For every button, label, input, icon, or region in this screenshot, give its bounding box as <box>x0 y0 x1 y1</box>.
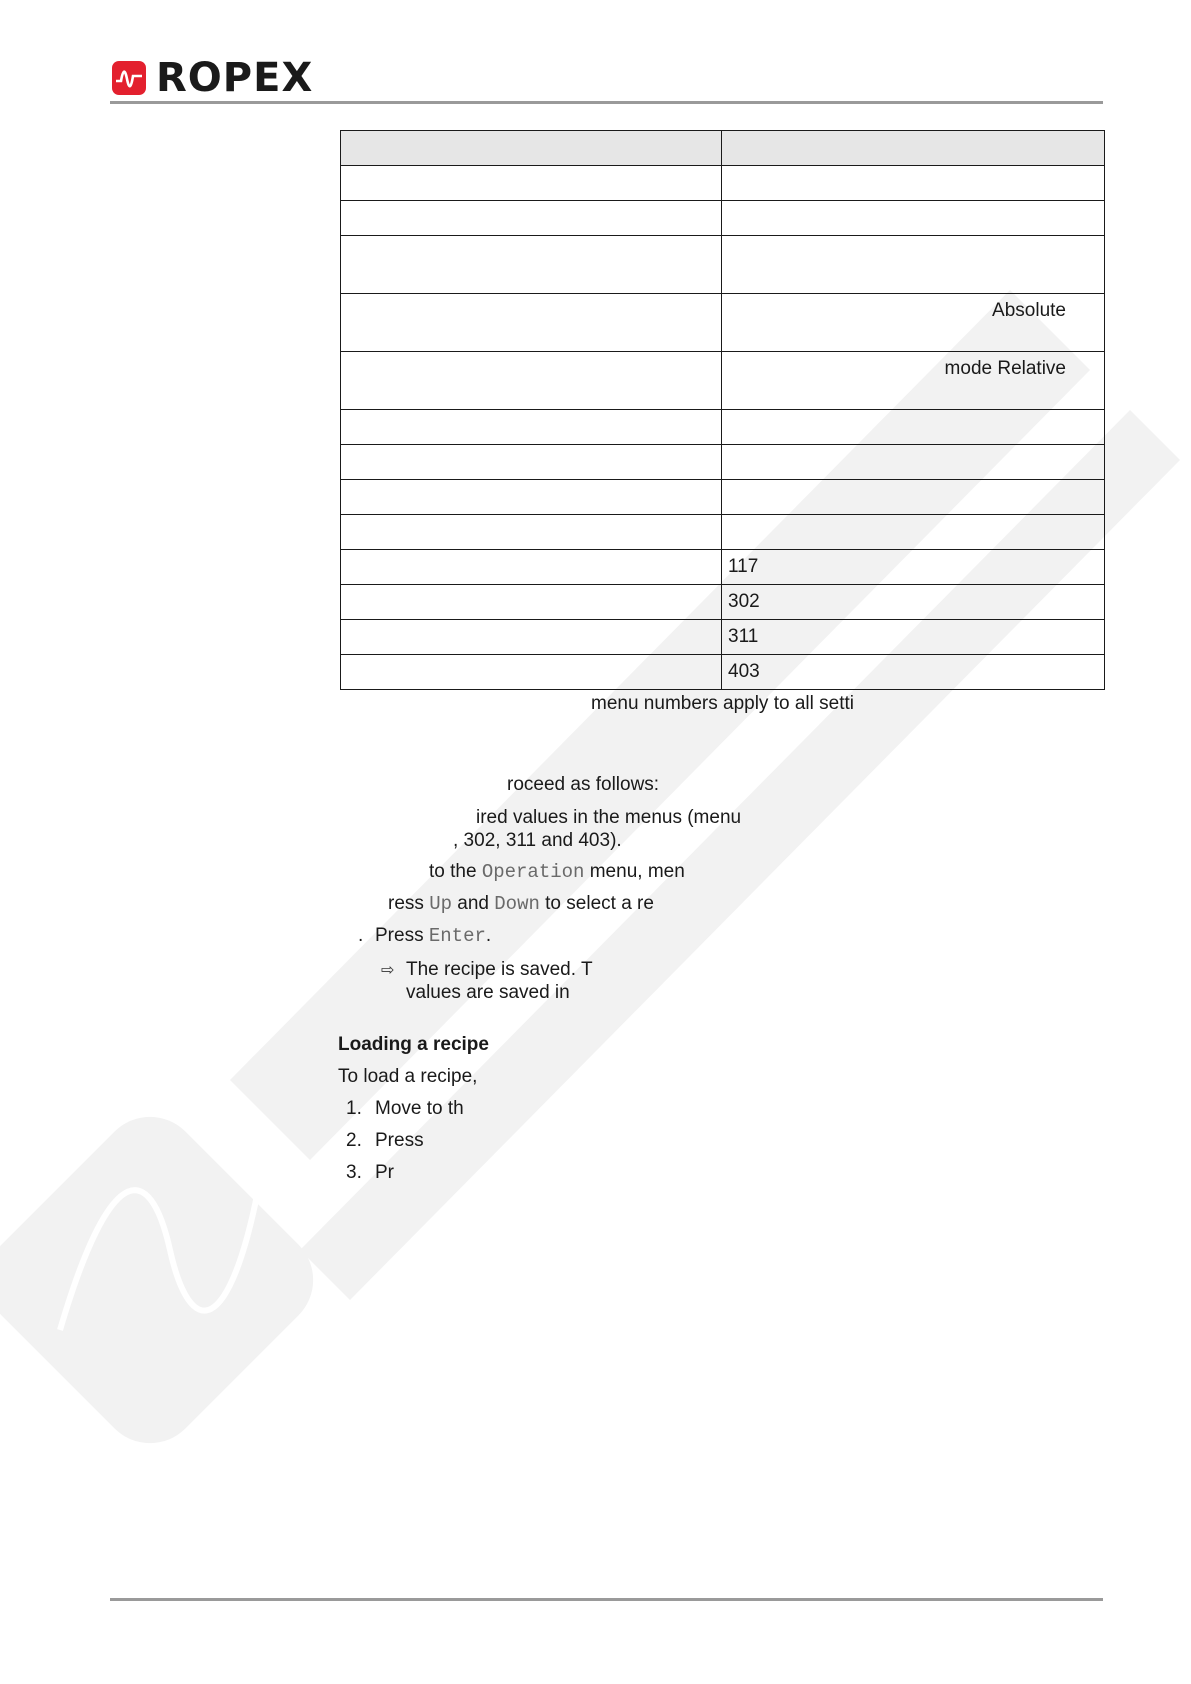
loading-heading: Loading a recipe <box>338 1034 489 1055</box>
table-row <box>341 550 1105 585</box>
load-step-number: 2. <box>346 1130 362 1151</box>
ropex-logo <box>112 55 314 101</box>
down-key-code: Down <box>494 893 540 915</box>
save-step-3-text: to select a re <box>539 893 654 914</box>
table-cell: 403 <box>722 655 1105 690</box>
table-row <box>341 294 1105 352</box>
loading-intro: To load a recipe, <box>338 1066 478 1087</box>
table-row <box>341 236 1105 294</box>
result-arrow-icon: ⇨ <box>381 962 395 979</box>
table-cell <box>722 445 1105 480</box>
table-cell <box>341 410 722 445</box>
table-row <box>341 352 1105 410</box>
save-step-4-number: . <box>358 925 364 946</box>
table-row <box>341 166 1105 201</box>
ropex-wave-icon <box>112 61 146 95</box>
table-cell <box>341 201 722 236</box>
table-cell <box>722 166 1105 201</box>
header-rule <box>110 101 1103 104</box>
save-step-2 <box>429 860 685 884</box>
save-step-3-text: and <box>452 893 495 914</box>
table-cell: 117 <box>722 550 1105 585</box>
up-key-code: Up <box>429 893 452 915</box>
load-step-number: 3. <box>346 1162 362 1183</box>
table-row <box>341 410 1105 445</box>
table-cell <box>722 515 1105 550</box>
table-caption: menu numbers apply to all setti <box>591 693 854 714</box>
table-cell <box>341 585 722 620</box>
table-cell <box>722 410 1105 445</box>
table-cell <box>341 445 722 480</box>
table-cell <box>341 620 722 655</box>
table-cell <box>341 655 722 690</box>
table-row <box>341 585 1105 620</box>
table-row <box>341 515 1105 550</box>
save-step-4-text: Press <box>375 925 429 946</box>
save-step-3 <box>388 892 654 916</box>
table-cell <box>341 480 722 515</box>
table-cell: 302 <box>722 585 1105 620</box>
table-cell <box>722 480 1105 515</box>
table-cell: mode Relative <box>722 352 1105 410</box>
table-cell <box>341 294 722 352</box>
menu-number-table <box>340 130 1105 690</box>
save-step-1-line-1: ired values in the menus (menu <box>476 807 742 828</box>
logo-text: ROPEX <box>156 55 314 101</box>
table-cell <box>341 166 722 201</box>
table-cell <box>341 236 722 294</box>
table-header-row <box>341 131 1105 166</box>
save-result-line-1: The recipe is saved. T <box>406 959 593 980</box>
save-step-3-text: ress <box>388 893 430 914</box>
save-intro: roceed as follows: <box>507 774 660 795</box>
save-step-4-text: . <box>485 925 492 946</box>
table-row <box>341 620 1105 655</box>
table-cell: Absolute <box>722 294 1105 352</box>
operation-menu-code: Operation <box>481 861 585 883</box>
table-cell <box>341 515 722 550</box>
load-step-number: 1. <box>346 1098 362 1119</box>
table-cell <box>341 550 722 585</box>
save-step-4 <box>375 924 491 948</box>
footer-rule <box>110 1598 1103 1601</box>
save-result-line-2: values are saved in <box>406 982 570 1003</box>
table-cell: 311 <box>722 620 1105 655</box>
load-step-text: Pr <box>375 1162 394 1183</box>
load-step-text: Move to th <box>375 1098 464 1119</box>
load-step-text: Press <box>375 1130 424 1151</box>
table-header-cell <box>341 131 722 166</box>
table-header-cell <box>722 131 1105 166</box>
table-row <box>341 655 1105 690</box>
save-step-2-text: menu, men <box>584 861 685 882</box>
table-cell <box>722 201 1105 236</box>
table-cell <box>341 352 722 410</box>
save-step-1-line-2: , 302, 311 and 403). <box>453 830 622 851</box>
table-row <box>341 445 1105 480</box>
table-cell <box>722 236 1105 294</box>
table-row <box>341 480 1105 515</box>
enter-key-code: Enter <box>428 925 486 947</box>
save-step-2-text: to the <box>429 861 482 882</box>
table-row <box>341 201 1105 236</box>
